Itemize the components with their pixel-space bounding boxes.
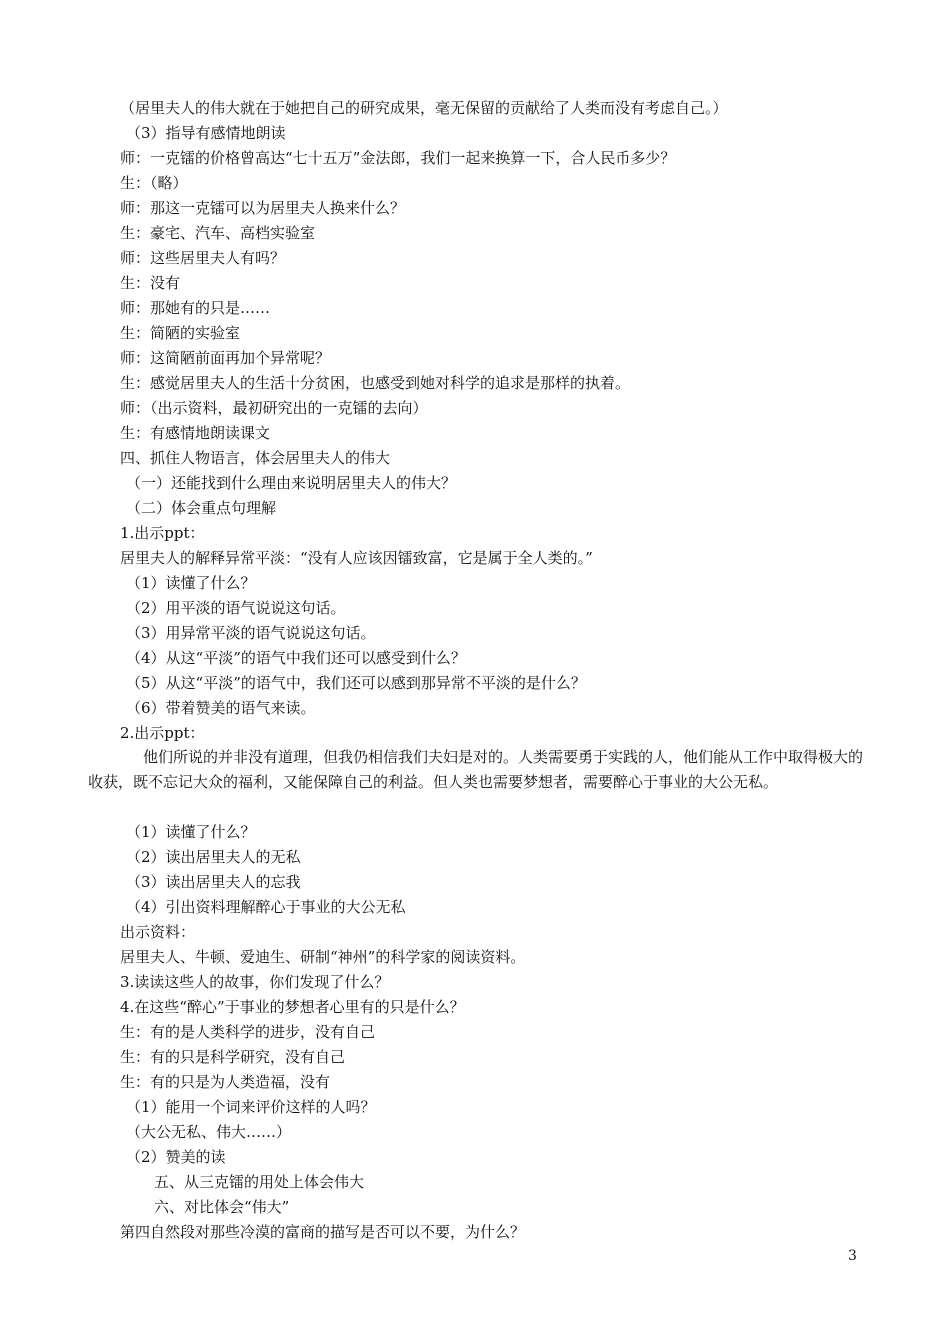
text-line: 第四自然段对那些冷漠的富商的描写是否可以不要，为什么？ xyxy=(120,1223,526,1241)
list-item: （4）从这“平淡”的语气中我们还可以感受到什么？ xyxy=(126,649,466,667)
text-line: 师：那这一克镭可以为居里夫人换来什么？ xyxy=(120,199,406,217)
list-item: （3）用异常平淡的语气说说这句话。 xyxy=(126,624,376,642)
list-item: （2）读出居里夫人的无私 xyxy=(126,848,301,866)
text-line: 生：（略） xyxy=(120,174,188,192)
text-line: 生：感觉居里夫人的生活十分贫困，也感受到她对科学的追求是那样的执着。 xyxy=(120,374,631,392)
text-line: 生：有感情地朗读课文 xyxy=(120,424,271,442)
text-line: 2.出示ppt： xyxy=(120,724,205,742)
text-line: 生：有的只是科学研究，没有自己 xyxy=(120,1048,346,1066)
page-number: 3 xyxy=(848,1248,857,1264)
text-line: 生：有的只是为人类造福，没有 xyxy=(120,1073,331,1091)
text-line: 3.读读这些人的故事，你们发现了什么？ xyxy=(120,973,390,991)
text-line: （居里夫人的伟大就在于她把自己的研究成果，毫无保留的贡献给了人类而没有考虑自己。） xyxy=(120,99,728,117)
text-line: 生：豪宅、汽车、高档实验室 xyxy=(120,224,316,242)
text-line: （二）体会重点句理解 xyxy=(126,499,277,517)
text-line: 师：这些居里夫人有吗？ xyxy=(120,249,286,267)
list-item: （1）读懂了什么？ xyxy=(126,823,256,841)
list-item: （1）读懂了什么？ xyxy=(126,574,256,592)
text-line: 居里夫人、牛顿、爱迪生、研制“神州”的科学家的阅读资料。 xyxy=(120,948,526,966)
text-line: 4.在这些“醉心”于事业的梦想者心里有的只是什么？ xyxy=(120,998,465,1016)
text-line: （一）还能找到什么理由来说明居里夫人的伟大？ xyxy=(126,474,457,492)
list-item: （2）赞美的读 xyxy=(126,1148,226,1166)
text-line: 生：简陋的实验室 xyxy=(120,324,241,342)
text-line: （3）指导有感情地朗读 xyxy=(126,124,286,142)
text-line: （大公无私、伟大……） xyxy=(126,1123,292,1141)
text-line: 出示资料： xyxy=(120,923,196,941)
list-item: （1）能用一个词来评价这样的人吗？ xyxy=(126,1098,376,1116)
list-item: （2）用平淡的语气说说这句话。 xyxy=(126,599,346,617)
text-line: 生：有的是人类科学的进步，没有自己 xyxy=(120,1023,376,1041)
quote-line: 居里夫人的解释异常平淡：“没有人应该因镭致富，它是属于全人类的。” xyxy=(120,549,593,567)
section-heading: 四、抓住人物语言，体会居里夫人的伟大 xyxy=(120,449,391,467)
text-line: 生：没有 xyxy=(120,274,181,292)
list-item: （6）带着赞美的语气来读。 xyxy=(126,699,316,717)
text-line: 1.出示ppt： xyxy=(120,524,205,542)
section-heading: 五、从三克镭的用处上体会伟大 xyxy=(154,1173,365,1191)
text-line: 师：（出示资料，最初研究出的一克镭的去向） xyxy=(120,399,428,417)
list-item: （4）引出资料理解醉心于事业的大公无私 xyxy=(126,898,406,916)
list-item: （5）从这“平淡”的语气中，我们还可以感到那异常不平淡的是什么？ xyxy=(126,674,586,692)
text-line: 师：那她有的只是…… xyxy=(120,299,271,317)
list-item: （3）读出居里夫人的忘我 xyxy=(126,873,301,891)
text-line: 师：这简陋前面再加个异常呢？ xyxy=(120,349,331,367)
text-line: 师：一克镭的价格曾高达“七十五万”金法郎，我们一起来换算一下，合人民币多少？ xyxy=(120,149,676,167)
section-heading: 六、对比体会“伟大” xyxy=(154,1198,290,1216)
quoted-paragraph: 他们所说的并非没有道理，但我仍相信我们夫妇是对的。人类需要勇于实践的人，他们能从工作中取得极大的收获，既不忘记大众的福利，又能保障自己的利益。但人类也需要梦想者，需要醉心于事业的大公无私。 xyxy=(88,748,864,791)
